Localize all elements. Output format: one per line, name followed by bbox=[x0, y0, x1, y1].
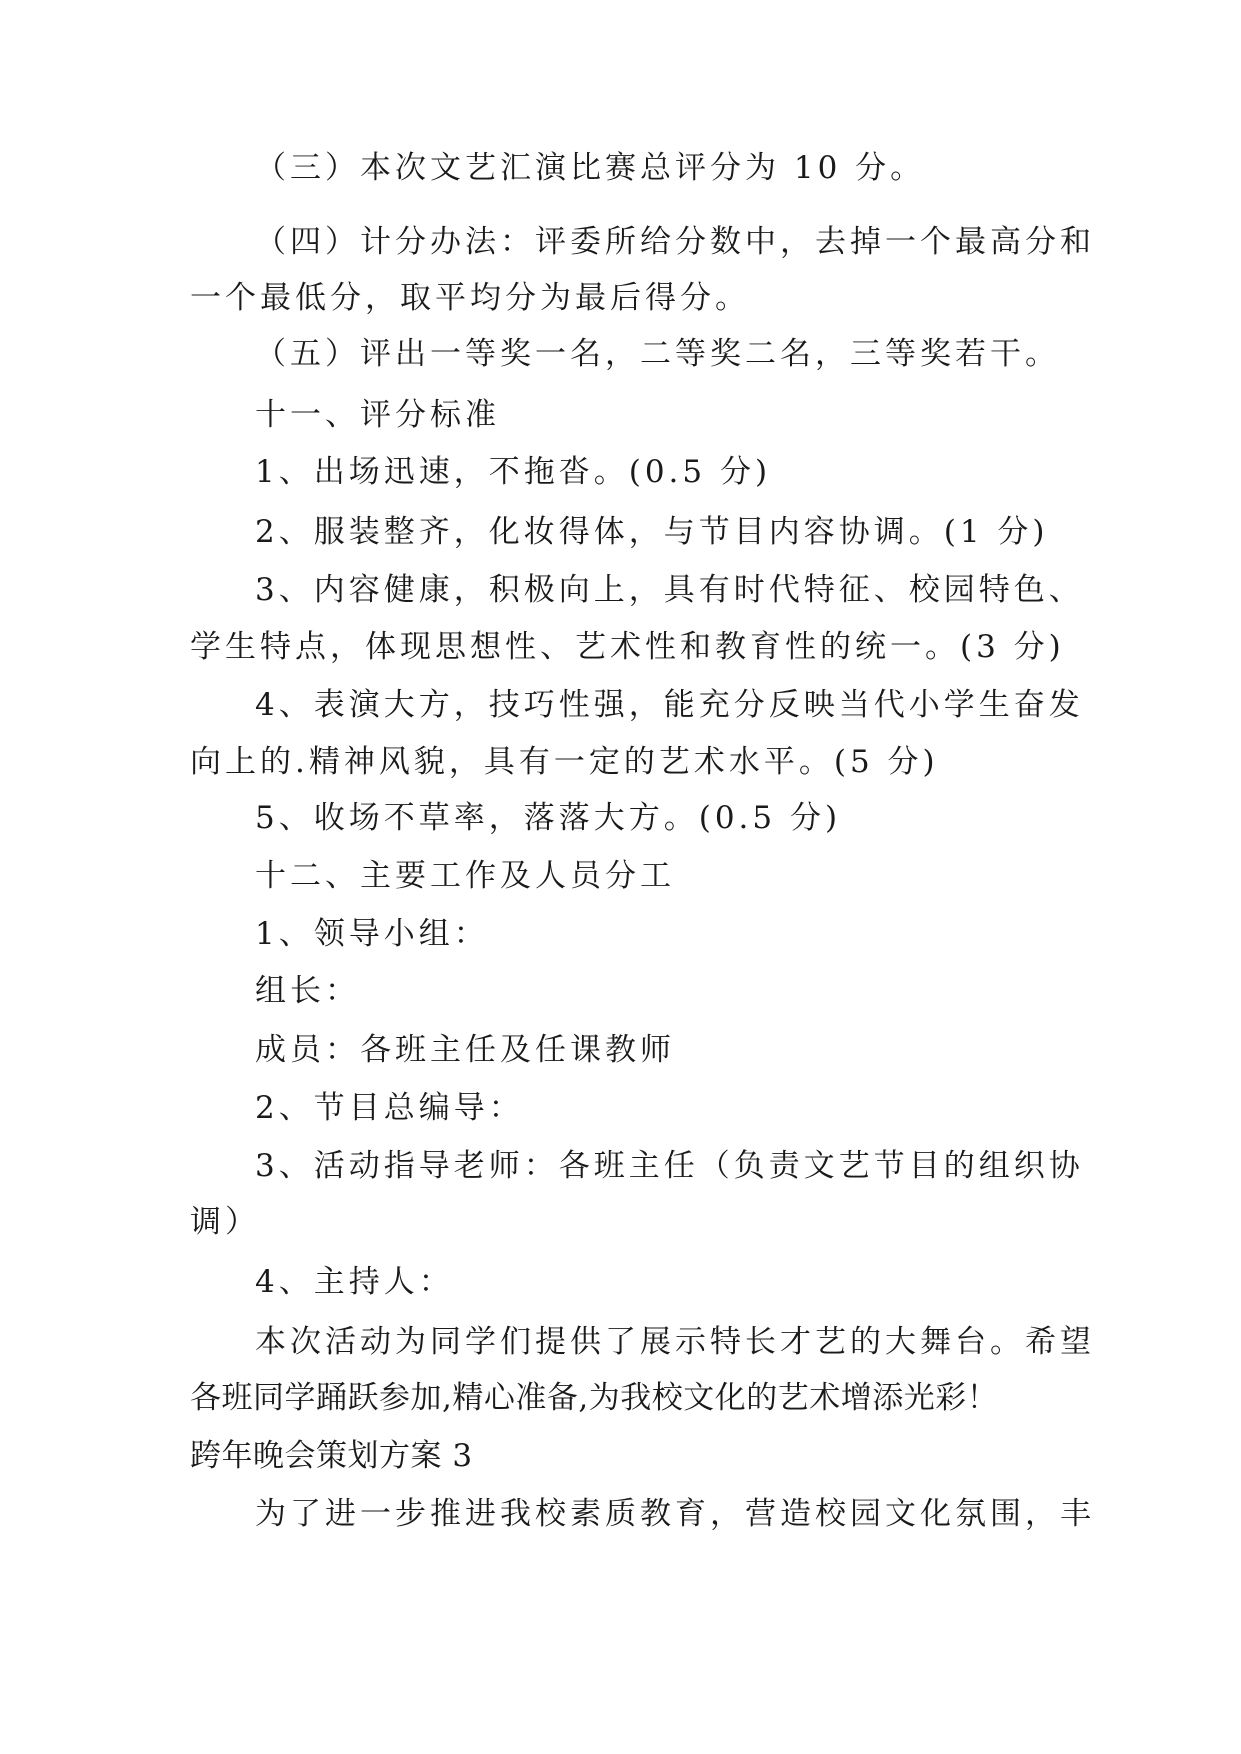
list-item: 4、表演大方，技巧性强，能充分反映当代小学生奋发 bbox=[255, 687, 1084, 723]
section-heading: 十一、评分标准 bbox=[255, 397, 500, 433]
list-item: 3、活动指导老师：各班主任（负责文艺节目的组织协 bbox=[255, 1148, 1084, 1184]
section-heading: 十二、主要工作及人员分工 bbox=[255, 858, 675, 894]
list-item: 3、内容健康，积极向上，具有时代特征、校园特色、 bbox=[255, 572, 1084, 608]
list-item: 4、主持人： bbox=[255, 1264, 454, 1300]
list-item: 5、收场不草率，落落大方。(0.5 分) bbox=[255, 800, 842, 836]
list-item: 2、服装整齐，化妆得体，与节目内容协调。(1 分) bbox=[255, 514, 1049, 550]
paragraph-line: 为了进一步推进我校素质教育，营造校园文化氛围，丰 bbox=[255, 1496, 1095, 1532]
list-item: 1、领导小组： bbox=[255, 916, 489, 952]
document-title: 跨年晚会策划方案 3 bbox=[190, 1438, 473, 1474]
list-item: 1、出场迅速，不拖沓。(0.5 分) bbox=[255, 454, 772, 490]
paragraph-line: （三）本次文艺汇演比赛总评分为 10 分。 bbox=[255, 150, 926, 186]
paragraph-line: 成员：各班主任及任课教师 bbox=[255, 1032, 675, 1068]
list-item-continuation: 调） bbox=[190, 1204, 260, 1240]
list-item: 2、节目总编导： bbox=[255, 1090, 524, 1126]
paragraph-line: 各班同学踊跃参加,精心准备,为我校文化的艺术增添光彩！ bbox=[190, 1380, 999, 1416]
paragraph-line: （四）计分办法：评委所给分数中，去掉一个最高分和 bbox=[255, 224, 1095, 260]
paragraph-line: 本次活动为同学们提供了展示特长才艺的大舞台。希望 bbox=[255, 1324, 1095, 1360]
paragraph-line: 组长： bbox=[255, 973, 360, 1009]
list-item-continuation: 学生特点，体现思想性、艺术性和教育性的统一。(3 分) bbox=[190, 629, 1065, 665]
paragraph-line: 一个最低分，取平均分为最后得分。 bbox=[190, 280, 750, 316]
list-item-continuation: 向上的.精神风貌，具有一定的艺术水平。(5 分) bbox=[190, 744, 939, 780]
paragraph-line: （五）评出一等奖一名，二等奖二名，三等奖若干。 bbox=[255, 336, 1060, 372]
